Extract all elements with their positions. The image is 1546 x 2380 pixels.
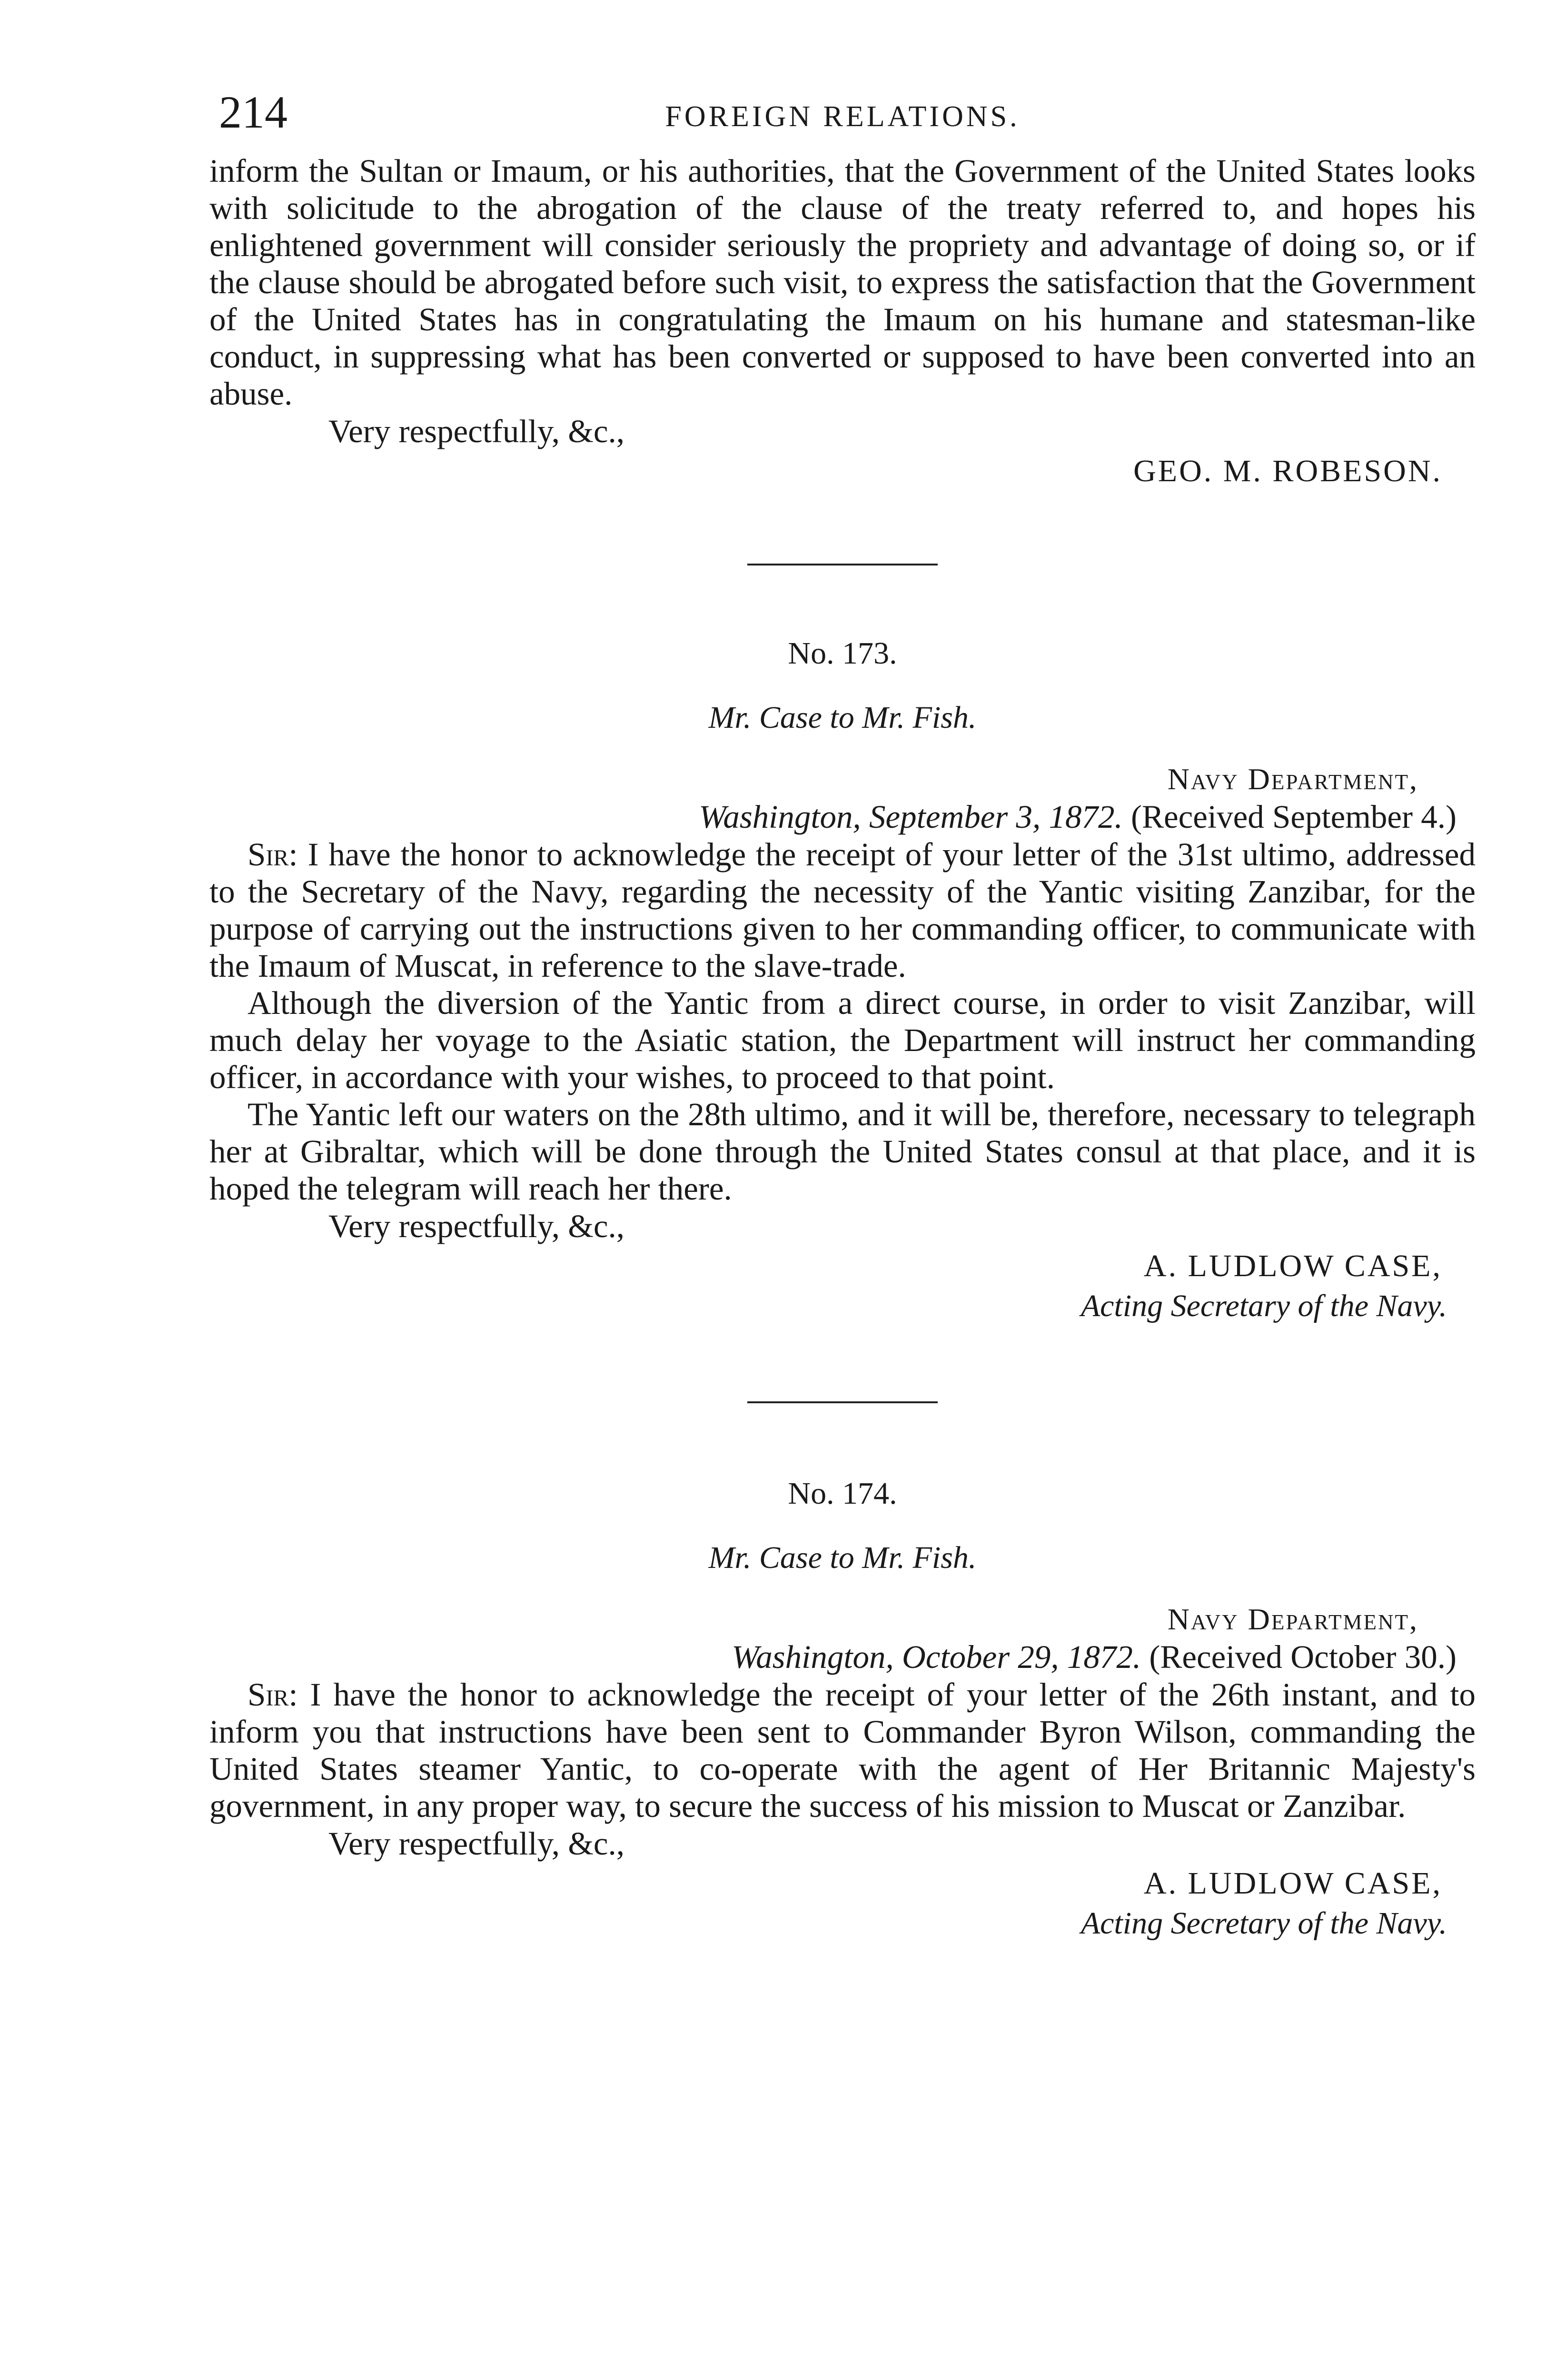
received-date: (Received October 30.) — [1149, 1639, 1457, 1675]
dateline — [209, 798, 1476, 836]
paragraph: The Yantic left our waters on the 28th ultimo, and it will be, therefore, necessary to telegraph her at Gibraltar, which will be done through the United States consul at that place, and it is hoped the telegram will reach her there. — [209, 1096, 1476, 1207]
running-title: FOREIGN RELATIONS. — [665, 100, 1020, 133]
signature: GEO. M. ROBESON. — [1133, 454, 1442, 488]
paragraph: Although the diversion of the Yantic from a direct course, in order to visit Zanzibar, will much delay her voyage to the Asiatic station, the Department will instruct her commanding officer, in accordance with your wishes, to proceed to that point. — [209, 985, 1476, 1095]
paragraph — [209, 1676, 1476, 1825]
received-date: (Received September 4.) — [1131, 799, 1457, 835]
signature-title: Acting Secretary of the Navy. — [1080, 1906, 1447, 1941]
document-heading: Mr. Case to Mr. Fish. — [708, 700, 977, 735]
signature-title: Acting Secretary of the Navy. — [1080, 1289, 1447, 1323]
closing: Very respectfully, &c., — [328, 413, 625, 449]
paragraph — [209, 836, 1476, 984]
document-number: No. 173. — [788, 636, 897, 671]
department: Navy Department, — [1167, 1602, 1418, 1636]
place-date: Washington, October 29, 1872. — [732, 1639, 1141, 1675]
closing: Very respectfully, &c., — [328, 1208, 625, 1244]
salutation: Sir: — [248, 1676, 298, 1713]
document-174 — [209, 1475, 1476, 1943]
signature: A. LUDLOW CASE, — [1143, 1249, 1442, 1283]
page — [209, 81, 1476, 1943]
salutation: Sir: — [248, 836, 298, 873]
running-head — [209, 81, 1476, 152]
document-number: No. 174. — [788, 1476, 897, 1511]
continuation-paragraph: inform the Sultan or Imaum, or his authorities, that the Government of the United States looks with solicitude to the abrogation of the clause of the treaty referred to, and hopes his enlightened government will consider seriously the propriety and advantage of doing so, or if the clause should be abrogated before such visit, to express the satisfaction that the Government of the United States has in congratulating the Imaum on his humane and statesman-like conduct, in suppressing what has been converted or supposed to have been converted into an abuse. — [209, 153, 1476, 412]
continuation-letter — [209, 152, 1476, 492]
paragraph-text: I have the honor to acknowledge the receipt of your letter of the 26th instant, and to inform you that instructions have been sent to Commander Byron Wilson, commanding the United States steamer Yantic, to co-operate with the agent of Her Britannic Majesty's government, in any proper way, to secure the success of his mission to Muscat or Zanzibar. — [209, 1676, 1476, 1824]
paragraph-text: I have the honor to acknowledge the receipt of your letter of the 31st ultimo, addressed to the Secretary of the Navy, regarding the necessity of the Yantic visiting Zanzibar, for the purpose of carrying out the instructions given to her commanding officer, to communicate with the Imaum of Muscat, in reference to the slave-trade. — [209, 836, 1476, 984]
page-number: 214 — [219, 87, 287, 138]
closing: Very respectfully, &c., — [328, 1825, 625, 1862]
place-date: Washington, September 3, 1872. — [699, 799, 1123, 835]
document-173 — [209, 635, 1476, 1325]
dateline — [209, 1638, 1476, 1676]
signature: A. LUDLOW CASE, — [1143, 1866, 1442, 1901]
document-heading: Mr. Case to Mr. Fish. — [708, 1540, 977, 1575]
department: Navy Department, — [1167, 762, 1418, 796]
